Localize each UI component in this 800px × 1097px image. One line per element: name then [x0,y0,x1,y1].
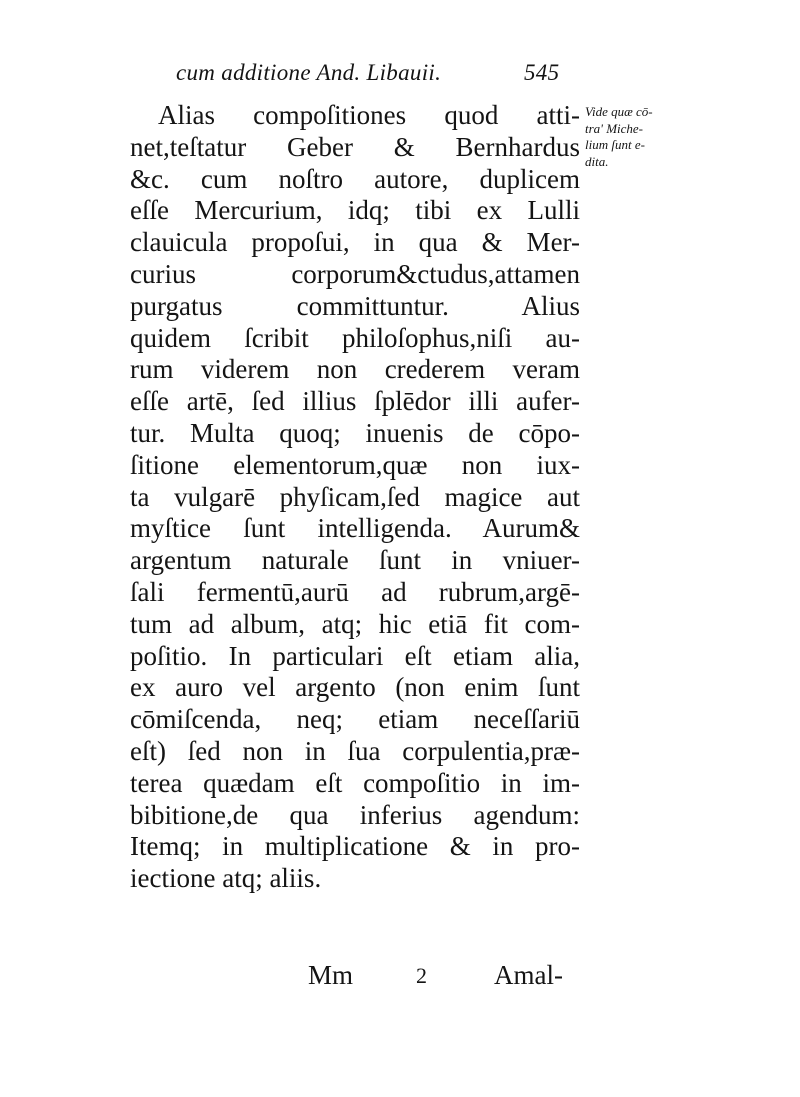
page-number: 545 [524,60,560,85]
text-line: tur. Multa quoq; inuenis de cōpo- [130,417,580,448]
signature-mark: Mm [308,960,354,990]
catchword-line [308,960,580,994]
marginal-note-line: lium ſunt e- [585,137,645,152]
text-line: ſitione elementorum,quæ non iux- [130,449,580,480]
signature-number: 2 [416,963,427,988]
text-line: eſſe artē, ſed illius ſplēdor illi aufer- [130,386,580,417]
text-line: iectione atq; aliis. [130,863,322,894]
text-line: curius corporum&ctudus,attamen [130,258,580,289]
text-line: argentum naturale ſunt in vniuer- [130,545,580,576]
catchword: Amal- [494,960,563,990]
text-line: Alias compoſitiones quod atti- [158,100,580,130]
text-line: myſtice ſunt intelligenda. Aurum& [130,513,580,544]
text-line: tum ad album, atq; hic etiā fit com- [130,608,580,639]
text-line: bibitione,de qua inferius agendum: [130,799,580,830]
text-line: net,teſtatur Geber & Bernhardus [130,131,580,162]
running-head [176,60,586,94]
text-line: eſſe Mercurium, idq; tibi ex Lulli [130,195,580,226]
text-line: ſali fermentū,aurū ad rubrum,argē- [130,576,580,607]
text-line: cōmiſcenda, neq; etiam neceſſariū [130,704,580,735]
running-head-title: cum additione And. Libauii. [176,60,442,85]
text-line: purgatus committuntur. Alius [130,290,580,321]
text-line: quidem ſcribit philoſophus,niſi au- [130,322,580,353]
text-line: clauicula propoſui, in qua & Mer- [130,227,580,258]
marginal-note-line: tra' Miche- [585,120,644,136]
text-line: ta vulgarē phyſicam,ſed magice aut [130,481,580,512]
text-line: poſitio. In particulari eſt etiam alia, [130,640,580,671]
text-line: &c. cum noſtro autore, duplicem [130,163,580,194]
text-line: eſt) ſed non in ſua corpulentia,præ- [130,735,580,766]
body-text [130,100,580,895]
marginal-note-line: dita. [585,153,609,169]
marginal-note [585,104,695,170]
text-line: rum viderem non crederem veram [130,354,580,385]
text-line: ex auro vel argento (non enim ſunt [130,672,580,703]
text-line: terea quædam eſt compoſitio in im- [130,767,580,798]
marginal-note-line: Vide quæ cō- [585,104,653,119]
text-line: Itemq; in multiplicatione & in pro- [130,831,580,862]
